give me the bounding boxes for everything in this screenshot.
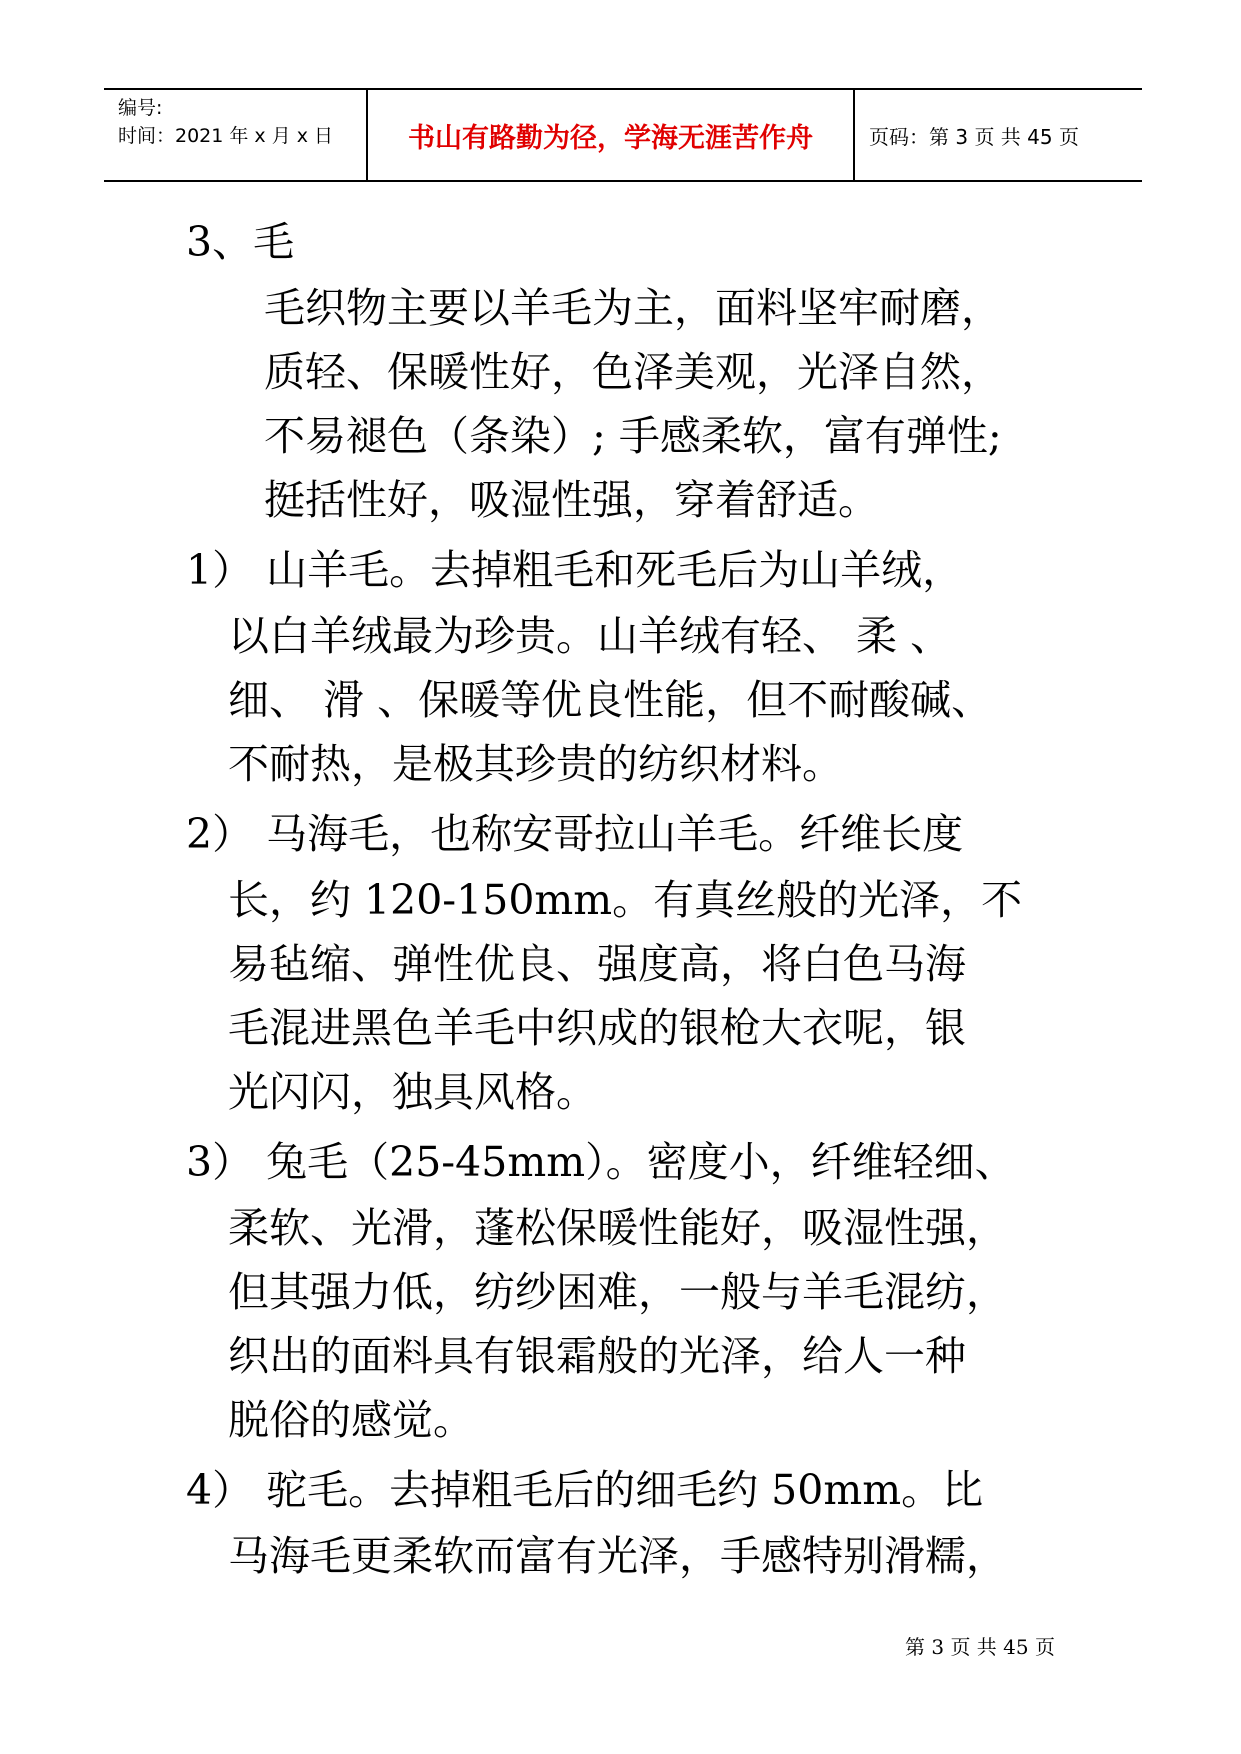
section-heading: 3、毛 (186, 218, 295, 266)
list-item-2-line: 光闪闪，独具风格。 (228, 1068, 597, 1116)
list-item-2-line: 毛混进黑色羊毛中织成的银枪大衣呢，银 (228, 1004, 966, 1052)
paragraph-line: 质轻、保暖性好，色泽美观，光泽自然， (264, 348, 1002, 396)
paragraph-line: 挺括性好，吸湿性强，穿着舒适。 (264, 476, 879, 524)
list-item-1-line: 以白羊绒最为珍贵。山羊绒有轻、 柔 、 (228, 612, 952, 660)
list-item-3-line: 但其强力低，纺纱困难，一般与羊毛混纺， (228, 1268, 1007, 1316)
list-item-3-line: 脱俗的感觉。 (228, 1396, 474, 1444)
paragraph-line: 不易褪色（条染）; 手感柔软，富有弹性; (264, 412, 1002, 460)
page-header (104, 88, 1142, 182)
list-item-4-line: 马海毛更柔软而富有光泽，手感特别滑糯， (228, 1532, 1007, 1580)
header-motto: 书山有路勤为径，学海无涯苦作舟 (408, 122, 813, 154)
header-meta-cell (104, 90, 368, 180)
list-item-2-line: 2） 马海毛，也称安哥拉山羊毛。纤维长度 (186, 810, 964, 858)
paragraph-line: 毛织物主要以羊毛为主，面料坚牢耐磨， (264, 284, 1002, 332)
list-item-2-line: 长，约 120-150mm。有真丝般的光泽，不 (228, 876, 1023, 924)
header-page-cell (855, 90, 1142, 180)
document-time-label: 时间：2021 年 x 月 x 日 (118, 125, 334, 147)
list-item-1-line: 不耐热，是极其珍贵的纺织材料。 (228, 740, 843, 788)
document-number-label: 编号: (118, 97, 163, 119)
list-item-4-line: 4） 驼毛。去掉粗毛后的细毛约 50mm。比 (186, 1466, 984, 1514)
list-item-3-line: 柔软、光滑，蓬松保暖性能好，吸湿性强， (228, 1204, 1007, 1252)
list-item-1-line: 1） 山羊毛。去掉粗毛和死毛后为山羊绒， (186, 546, 964, 594)
page-footer: 第 3 页 共 45 页 (905, 1635, 1055, 1659)
list-item-2-line: 易毡缩、弹性优良、强度高，将白色马海 (228, 940, 966, 988)
list-item-3-line: 织出的面料具有银霜般的光泽，给人一种 (228, 1332, 966, 1380)
list-item-3-line: 3） 兔毛（25-45mm）。密度小，纤维轻细、 (186, 1138, 1016, 1186)
header-motto-cell (368, 90, 855, 180)
list-item-1-line: 细、 滑 、保暖等优良性能，但不耐酸碱、 (228, 676, 993, 724)
header-page-info: 页码：第 3 页 共 45 页 (869, 124, 1079, 149)
